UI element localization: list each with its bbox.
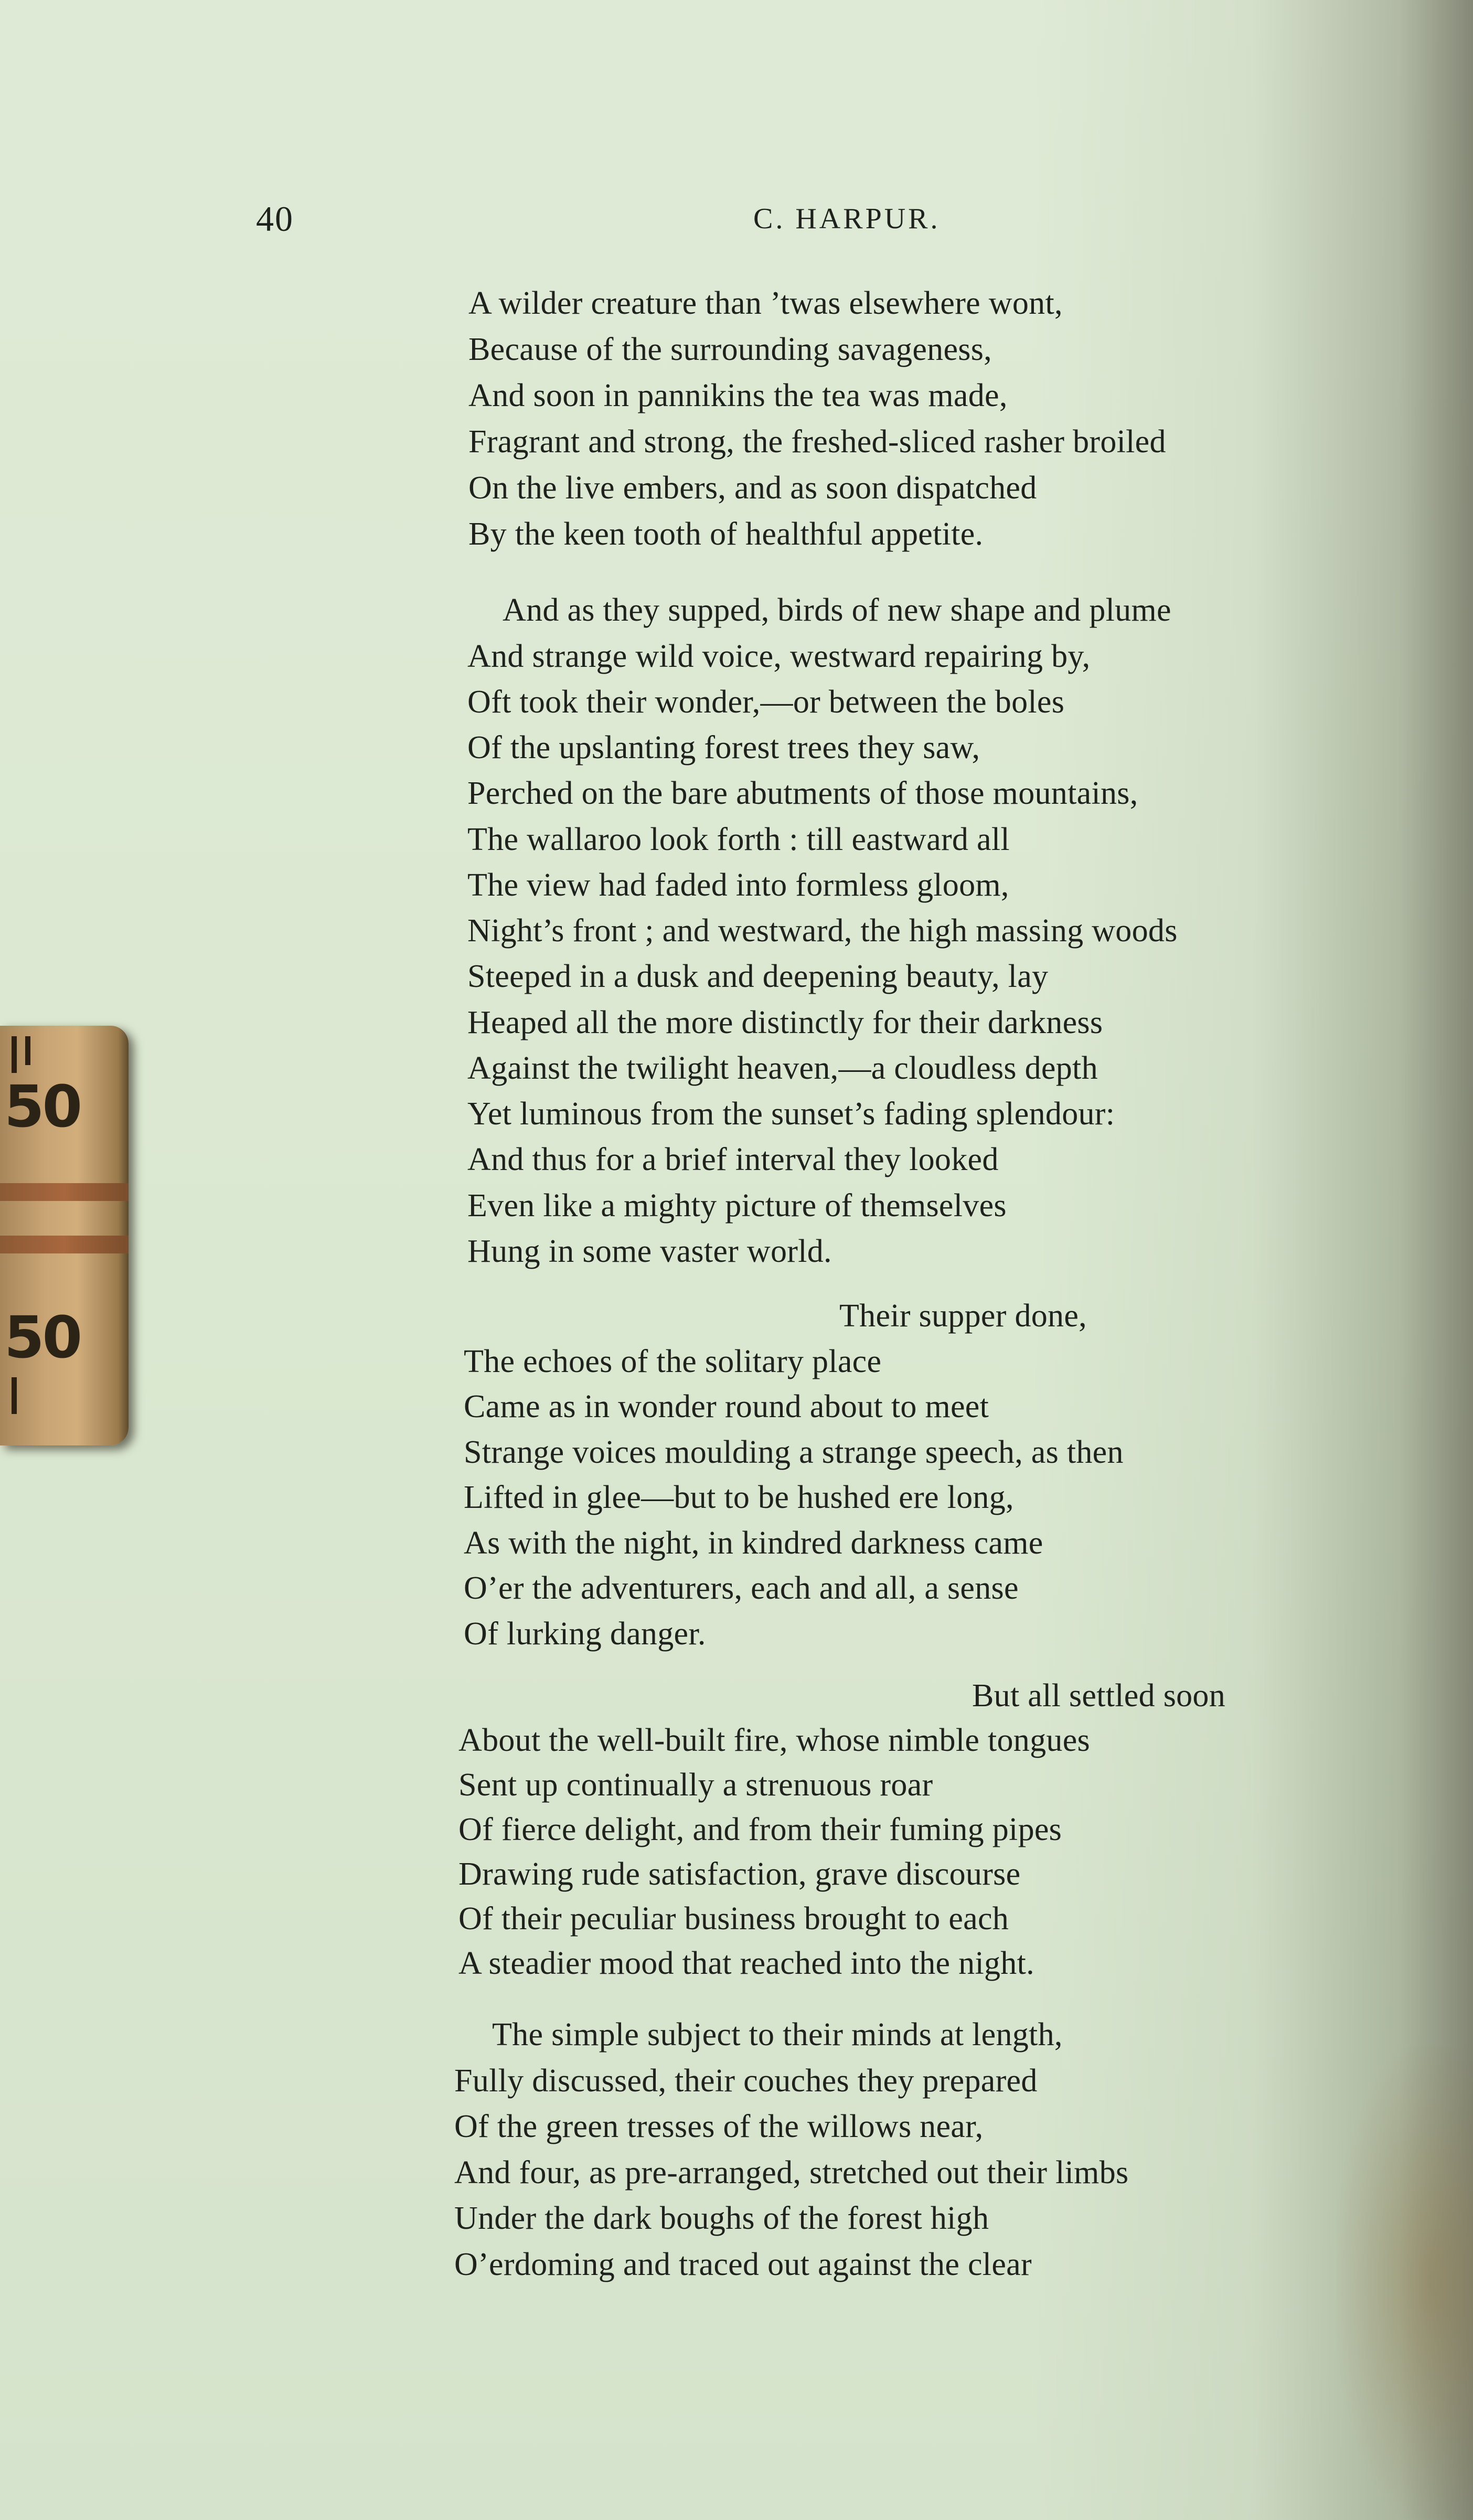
poem-line: The view had faded into formless gloom, (467, 867, 1009, 903)
poem-line: Yet luminous from the sunset’s fading splendour: (467, 1096, 1115, 1132)
poem-line: Even like a mighty picture of themselves (467, 1188, 1007, 1224)
poem-line: Heaped all the more distinctly for their darkness (467, 1005, 1103, 1040)
poem-line: The echoes of the solitary place (464, 1344, 882, 1379)
poem-line: Strange voices moulding a strange speech, as then (464, 1434, 1124, 1470)
poem-line: Oft took their wonder,—or between the boles (467, 684, 1065, 720)
ruler-number-bottom: 50 (4, 1304, 81, 1371)
ruler-tick (25, 1036, 30, 1065)
poem-line: Fully discussed, their couches they prepared (454, 2063, 1038, 2099)
ruler-band (0, 1183, 129, 1201)
poem-line: Under the dark boughs of the forest high (454, 2200, 989, 2236)
poem-line: Of lurking danger. (464, 1616, 706, 1652)
poem-line: Fragrant and strong, the freshed-sliced rasher broiled (468, 424, 1166, 460)
poem-line: The wallaroo look forth : till eastward all (467, 822, 1010, 857)
wooden-ruler (0, 1026, 129, 1445)
poem-line: On the live embers, and as soon dispatched (468, 470, 1037, 506)
poem-line: A steadier mood that reached into the night. (458, 1945, 1034, 1981)
ruler-tick (12, 1377, 17, 1414)
poem-line: Perched on the bare abutments of those mountains, (467, 775, 1138, 811)
poem-line: And soon in pannikins the tea was made, (468, 378, 1008, 413)
poem-line: Lifted in glee—but to be hushed ere long, (464, 1480, 1014, 1515)
poem-line: Their supper done, (839, 1298, 1087, 1334)
poem-line: Night’s front ; and westward, the high massing woods (467, 913, 1178, 949)
poem-line: Came as in wonder round about to meet (464, 1389, 989, 1424)
poem-line: Of the upslanting forest trees they saw, (467, 730, 980, 765)
running-head: C. HARPUR. (753, 203, 941, 235)
poem-line: And thus for a brief interval they looked (467, 1142, 999, 1177)
poem-line: And as they supped, birds of new shape and plume (503, 592, 1171, 628)
poem-line: And four, as pre-arranged, stretched out their limbs (454, 2155, 1129, 2191)
poem-line: O’er the adventurers, each and all, a sense (464, 1570, 1019, 1606)
page-number: 40 (256, 199, 294, 239)
ruler-tick (12, 1036, 17, 1073)
poem-line: Drawing rude satisfaction, grave discourse (458, 1856, 1021, 1892)
poem-line: Against the twilight heaven,—a cloudless depth (467, 1050, 1098, 1086)
poem-line: Hung in some vaster world. (467, 1234, 832, 1269)
poem-line: By the keen tooth of healthful appetite. (468, 516, 984, 552)
poem-line: Of fierce delight, and from their fuming pipes (458, 1812, 1062, 1847)
poem-line: As with the night, in kindred darkness came (464, 1525, 1043, 1561)
ruler-band (0, 1236, 129, 1253)
poem-line: About the well-built fire, whose nimble tongues (458, 1722, 1090, 1758)
poem-line: But all settled soon (972, 1678, 1226, 1714)
ruler-number-top: 50 (4, 1073, 81, 1140)
poem-line: Sent up continually a strenuous roar (458, 1767, 933, 1803)
poem-line: Because of the surrounding savageness, (468, 332, 992, 367)
poem-line: A wilder creature than ’twas elsewhere wont, (468, 285, 1063, 321)
poem-line: And strange wild voice, westward repairing by, (467, 639, 1091, 674)
poem-line: Steeped in a dusk and deepening beauty, lay (467, 959, 1049, 994)
poem-line: Of their peculiar business brought to each (458, 1901, 1009, 1937)
poem-line: The simple subject to their minds at length, (492, 2017, 1063, 2053)
poem-line: Of the green tresses of the willows near, (454, 2109, 984, 2144)
poem-line: O’erdoming and traced out against the clear (454, 2247, 1032, 2282)
